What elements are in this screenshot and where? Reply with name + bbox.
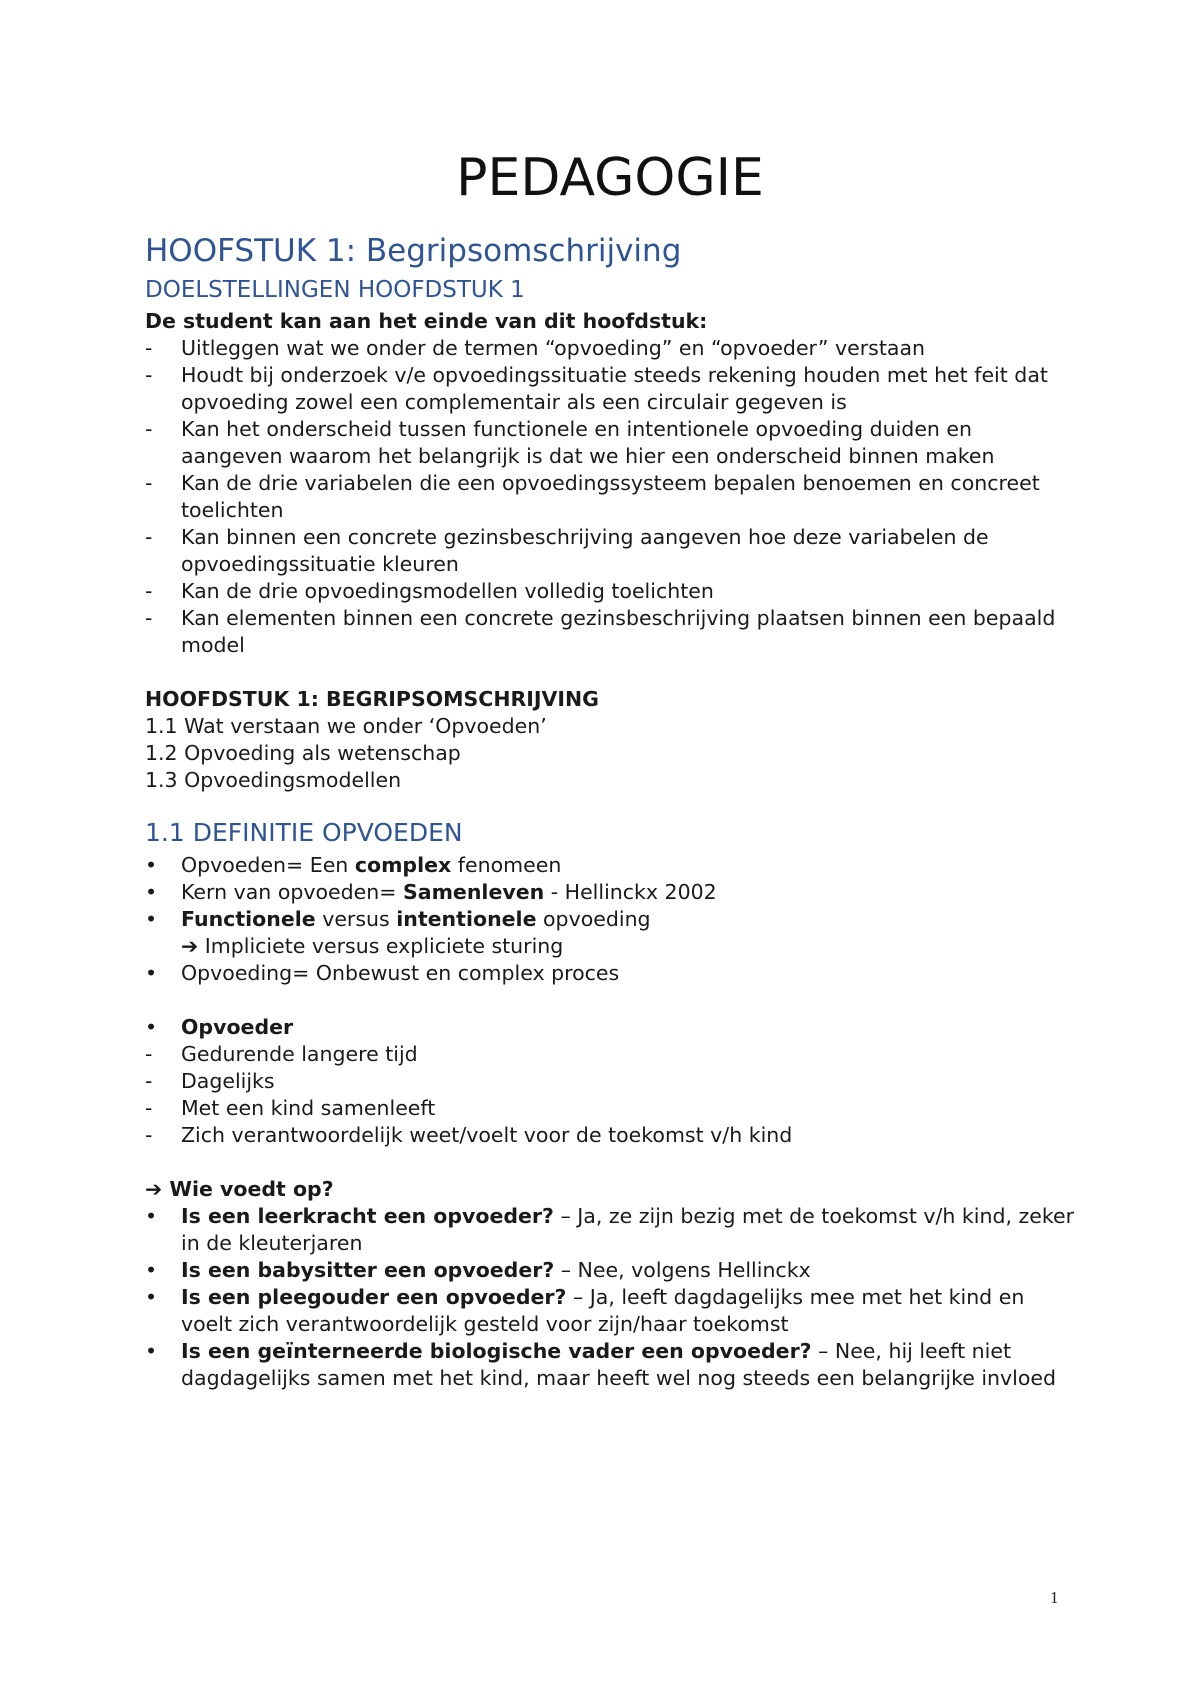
objective-text: Houdt bij onderzoek v/e opvoedingssituatie steeds rekening houden met het feit dat opvoeding zowel een complementair als een circulair gegeven is	[181, 363, 1048, 414]
bullet-marker: •	[145, 1339, 158, 1363]
definition-text: Opvoeden= Een	[181, 853, 355, 877]
list-item	[145, 1014, 1075, 1041]
objectives-heading: DOELSTELLINGEN HOOFDSTUK 1	[145, 277, 525, 303]
objectives-intro: De student kan aan het einde van dit hoofdstuk:	[145, 309, 708, 333]
list-item	[145, 416, 1075, 470]
list-item	[145, 906, 1075, 933]
bullet-marker: •	[145, 1204, 158, 1228]
who-question: Is een babysitter een opvoeder?	[181, 1258, 555, 1282]
list-item	[145, 524, 1075, 578]
opvoeder-item: Met een kind samenleeft	[181, 1096, 436, 1120]
toc-item: 1.1 Wat verstaan we onder ‘Opvoeden’	[145, 714, 547, 738]
chapter-heading: HOOFSTUK 1: Begripsomschrijving	[145, 233, 682, 269]
who-question: Is een leerkracht een opvoeder?	[181, 1204, 554, 1228]
who-question: Is een pleegouder een opvoeder?	[181, 1285, 567, 1309]
dash-marker: -	[145, 336, 153, 360]
who-answer: – Nee, volgens Hellinckx	[554, 1258, 811, 1282]
objective-text: Kan het onderscheid tussen functionele en intentionele opvoeding duiden en aangeven waarom het belangrijk is dat we hier een onderscheid binnen maken	[181, 417, 995, 468]
objective-text: Kan binnen een concrete gezinsbeschrijving aangeven hoe deze variabelen de opvoedingssituatie kleuren	[181, 525, 989, 576]
dash-marker: -	[145, 1096, 153, 1120]
definition-text: - Hellinckx 2002	[544, 880, 717, 904]
page-content	[145, 140, 1075, 1392]
list-item	[145, 1095, 1075, 1122]
definition-text: opvoeding	[536, 907, 651, 931]
dash-marker: -	[145, 363, 153, 387]
list-item	[145, 879, 1075, 906]
list-item	[145, 1338, 1075, 1392]
definition-text: fenomeen	[451, 853, 562, 877]
list-item	[145, 852, 1075, 879]
opvoeder-item: Gedurende langere tijd	[181, 1042, 418, 1066]
definition-bold: Functionele	[181, 907, 316, 931]
opvoeder-item: Zich verantwoordelijk weet/voelt voor de toekomst v/h kind	[181, 1123, 793, 1147]
opvoeder-heading: Opvoeder	[181, 1015, 294, 1039]
who-list	[145, 1203, 1075, 1392]
objective-text: Kan elementen binnen een concrete gezinsbeschrijving plaatsen binnen een bepaald model	[181, 606, 1056, 657]
opvoeder-item: Dagelijks	[181, 1069, 275, 1093]
spacer	[145, 987, 1075, 1014]
list-item	[145, 933, 1075, 960]
bullet-marker: •	[145, 1285, 158, 1309]
who-answer: – Ja, ze zijn bezig met de toekomst v/h kind, zeker in de kleuterjaren	[181, 1204, 1075, 1255]
who-heading: Wie voedt op?	[169, 1177, 334, 1201]
section-heading: 1.1 DEFINITIE OPVOEDEN	[145, 818, 463, 847]
dash-marker: -	[145, 606, 153, 630]
list-item	[145, 470, 1075, 524]
bullet-marker: •	[145, 907, 158, 931]
definition-text: Opvoeding= Onbewust en complex proces	[181, 961, 620, 985]
definition-subtext: Impliciete versus expliciete sturing	[204, 934, 564, 958]
dash-marker: -	[145, 1042, 153, 1066]
dash-marker: -	[145, 1123, 153, 1147]
bullet-marker: •	[145, 880, 158, 904]
arrow-icon: ➔	[145, 1177, 163, 1201]
spacer	[145, 659, 1075, 686]
dash-marker: -	[145, 525, 153, 549]
bullet-marker: •	[145, 961, 158, 985]
toc-item: 1.3 Opvoedingsmodellen	[145, 768, 402, 792]
dash-marker: -	[145, 471, 153, 495]
toc-item: 1.2 Opvoeding als wetenschap	[145, 741, 461, 765]
list-item	[145, 960, 1075, 987]
definition-bold: Samenleven	[402, 880, 545, 904]
list-item	[145, 1041, 1075, 1068]
bullet-marker: •	[145, 853, 158, 877]
objective-text: Kan de drie opvoedingsmodellen volledig toelichten	[181, 579, 714, 603]
who-heading-line	[145, 1176, 1075, 1203]
document-title: PEDAGOGIE	[456, 148, 764, 208]
opvoeder-list	[145, 1014, 1075, 1149]
objectives-list	[145, 335, 1075, 659]
list-item	[145, 1284, 1075, 1338]
bullet-marker: •	[145, 1258, 158, 1282]
list-item	[145, 1203, 1075, 1257]
definition-bold: intentionele	[396, 907, 537, 931]
bullet-marker: •	[145, 1015, 158, 1039]
list-item	[145, 605, 1075, 659]
objective-text: Kan de drie variabelen die een opvoedingssysteem bepalen benoemen en concreet toelichten	[181, 471, 1040, 522]
page-number: 1	[1050, 1588, 1059, 1607]
dash-marker: -	[145, 579, 153, 603]
dash-marker: -	[145, 417, 153, 441]
spacer	[145, 1149, 1075, 1176]
list-item	[145, 578, 1075, 605]
who-answer: – Ja, leeft dagdagelijks mee met het kind en voelt zich verantwoordelijk gesteld voor zijn/haar toekomst	[181, 1285, 1025, 1336]
list-item	[145, 1122, 1075, 1149]
definition-text: Kern van opvoeden=	[181, 880, 403, 904]
arrow-icon: ➔	[181, 934, 199, 958]
spacer	[145, 794, 1075, 814]
definition-bold: complex	[354, 853, 452, 877]
toc-heading: HOOFDSTUK 1: BEGRIPSOMSCHRIJVING	[145, 687, 600, 711]
list-item	[145, 335, 1075, 362]
dash-marker: -	[145, 1069, 153, 1093]
definition-text: versus	[315, 907, 397, 931]
list-item	[145, 1257, 1075, 1284]
who-answer: – Nee, hij leeft niet dagdagelijks samen met het kind, maar heeft wel nog steeds een belangrijke invloed	[181, 1339, 1057, 1390]
who-question: Is een geïnterneerde biologische vader een opvoeder?	[181, 1339, 812, 1363]
list-item	[145, 362, 1075, 416]
definition-list	[145, 852, 1075, 987]
objective-text: Uitleggen wat we onder de termen “opvoeding” en “opvoeder” verstaan	[181, 336, 925, 360]
list-item	[145, 1068, 1075, 1095]
